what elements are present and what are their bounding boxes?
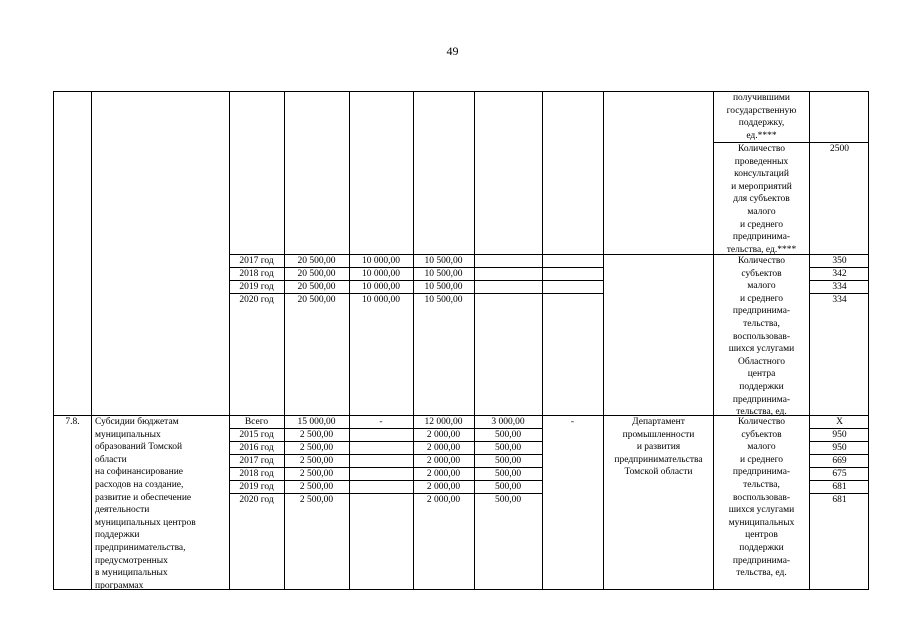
- regional-cell: 2 000,00: [426, 443, 461, 453]
- total-cell: 2 500,00: [299, 469, 334, 479]
- municipal-cell: 500,00: [494, 443, 522, 453]
- regional-cell: 2 000,00: [426, 430, 461, 440]
- year-cell: Всего: [244, 417, 269, 427]
- total-cell: 2 500,00: [299, 495, 334, 505]
- year-cell: 2016 год: [239, 443, 274, 453]
- indicator-value: X: [836, 417, 843, 427]
- indicator-consultations-value: 2500: [830, 144, 849, 154]
- federal-cell: 10 000,00: [362, 269, 400, 279]
- federal-cell: -: [379, 417, 383, 427]
- total-cell: 20 500,00: [297, 295, 336, 305]
- total-cell: 2 500,00: [299, 430, 334, 440]
- indicator-recipients: получившими государственную поддержку, ед.****: [726, 93, 797, 141]
- indicator-value: 681: [832, 495, 847, 505]
- page-number: 49: [446, 44, 459, 58]
- total-cell: 20 500,00: [297, 282, 336, 292]
- year-cell: 2017 год: [239, 456, 274, 466]
- column-divider: [474, 91, 475, 590]
- total-cell: 20 500,00: [297, 256, 336, 266]
- total-cell: 2 500,00: [299, 482, 334, 492]
- measure-name: Субсидии бюджетам муниципальных образований Томской области на софинансирование расходов на создание, развитие и обеспечение деятельности муниципальных центров поддержки предпринимательства, предусмотренных в муниципальных программах: [95, 417, 196, 591]
- regional-cell: 2 000,00: [426, 456, 461, 466]
- executor-cell: Департамент промышленности и развития предпринимательства Томской области: [614, 417, 703, 478]
- year-cell: 2018 год: [239, 469, 274, 479]
- year-cell: 2020 год: [239, 495, 274, 505]
- column-divider: [413, 91, 414, 590]
- regional-cell: 10 500,00: [424, 282, 463, 292]
- year-cell: 2020 год: [239, 295, 274, 305]
- regional-cell: 2 000,00: [426, 495, 461, 505]
- column-divider: [542, 91, 543, 590]
- municipal-cell: 500,00: [494, 469, 522, 479]
- federal-cell: 10 000,00: [362, 295, 400, 305]
- indicator-value: 342: [832, 269, 847, 279]
- total-cell: 2 500,00: [299, 456, 334, 466]
- federal-cell: 10 000,00: [362, 256, 400, 266]
- municipal-cell: 500,00: [494, 482, 522, 492]
- municipal-cell: 500,00: [494, 456, 522, 466]
- column-divider: [229, 91, 230, 590]
- indicator-value: 950: [832, 443, 847, 453]
- indicator-value: 681: [832, 482, 847, 492]
- year-cell: 2017 год: [239, 256, 274, 266]
- column-divider: [91, 91, 92, 590]
- year-cell: 2015 год: [239, 430, 274, 440]
- year-cell: 2019 год: [239, 482, 274, 492]
- indicator-regional-center: Количество субъектов малого и среднего предпринима- тельства, воспользовав- шихся услугами Областного центра поддержки предпринима- тельства, ед.: [728, 256, 795, 418]
- regional-cell: 2 000,00: [426, 482, 461, 492]
- total-cell: 2 500,00: [299, 443, 334, 453]
- column-divider: [349, 91, 350, 590]
- total-cell: 20 500,00: [297, 269, 336, 279]
- indicator-value: 350: [832, 256, 847, 266]
- indicator-value: 675: [832, 469, 847, 479]
- regional-cell: 2 000,00: [426, 469, 461, 479]
- indicator-value: 669: [832, 456, 847, 466]
- indicator-value: 950: [832, 430, 847, 440]
- regional-cell: 10 500,00: [424, 269, 463, 279]
- indicator-consultations: Количество проведенных консультаций и мероприятий для субъектов малого и среднего предпринима- тельства, ед.****: [726, 144, 797, 255]
- indicator-municipal-centers: Количество субъектов малого и среднего предпринима- тельства, воспользовав- шихся услугами муниципальных центров поддержки предпринима- тельства, ед.: [728, 417, 795, 579]
- regional-cell: 12 000,00: [424, 417, 463, 427]
- municipal-cell: 3 000,00: [491, 417, 525, 427]
- regional-cell: 10 500,00: [424, 256, 463, 266]
- column-divider: [809, 91, 810, 590]
- extra-budget-cell: -: [570, 417, 575, 427]
- municipal-cell: 500,00: [494, 430, 522, 440]
- regional-cell: 10 500,00: [424, 295, 463, 305]
- year-cell: 2018 год: [239, 269, 274, 279]
- year-cell: 2019 год: [239, 282, 274, 292]
- total-cell: 15 000,00: [297, 417, 336, 427]
- indicator-value: 334: [832, 295, 847, 305]
- federal-cell: 10 000,00: [362, 282, 400, 292]
- column-divider: [603, 91, 604, 590]
- row-number: 7.8.: [65, 417, 80, 427]
- column-divider: [284, 91, 285, 590]
- indicator-value: 334: [832, 282, 847, 292]
- municipal-cell: 500,00: [494, 495, 522, 505]
